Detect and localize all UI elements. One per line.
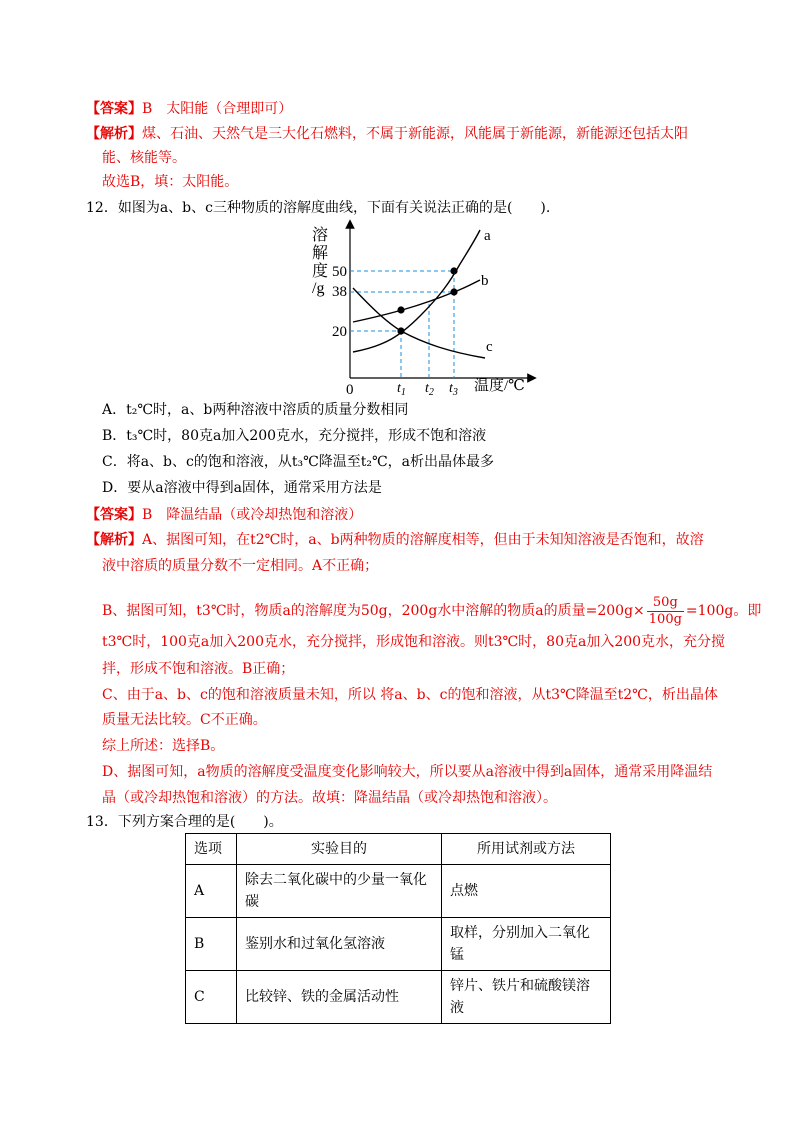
q11-analysis-line1 bbox=[86, 124, 688, 144]
q13-question: 13．下列方案合理的是( )。 bbox=[86, 814, 283, 830]
q12-analysis-b1 bbox=[102, 593, 761, 629]
answer-label: 【答案】 bbox=[86, 507, 142, 523]
answer-text: B 太阳能（合理即可） bbox=[142, 101, 293, 117]
q12-option-d: D．要从a溶液中得到a固体，通常采用方法是 bbox=[102, 480, 382, 496]
cell-method: 锌片、铁片和硫酸镁溶液 bbox=[442, 971, 611, 1024]
q12-analysis-b3: 拌，形成不饱和溶液。B正确； bbox=[102, 661, 295, 677]
point-b-t1 bbox=[397, 306, 404, 313]
analysis-text: A、据图可知，在t2℃时，a、b两种物质的溶解度相等，但由于未知知溶液是否饱和，故溶 bbox=[142, 532, 704, 548]
cell-purpose: 除去二氧化碳中的少量一氧化 碳 bbox=[237, 865, 442, 918]
point-a-t3 bbox=[450, 267, 457, 274]
xtick-t2: $t_2$ bbox=[425, 381, 434, 398]
header-method: 所用试剂或方法 bbox=[442, 834, 611, 865]
q12-analysis-a1 bbox=[86, 530, 704, 550]
ylabel-3: 度 bbox=[312, 263, 329, 280]
curve-a bbox=[353, 230, 480, 352]
xtick-t3: $t_3$ bbox=[449, 381, 458, 398]
cell-method: 取样，分别加入二氧化锰 bbox=[442, 918, 611, 971]
curve-label-b: b bbox=[481, 273, 489, 289]
curve-label-a: a bbox=[484, 228, 491, 244]
cell-purpose: 鉴别水和过氧化氢溶液 bbox=[237, 918, 442, 971]
fraction-numerator: 50g bbox=[647, 595, 684, 612]
q11-answer bbox=[86, 99, 292, 119]
fraction-denominator: 100g bbox=[648, 611, 682, 627]
table-row bbox=[186, 865, 611, 918]
q12-analysis-b2: t3℃时，100克a加入200克水，充分搅拌，形成饱和溶液。则t3℃时，80克a加入200克水，充分搅 bbox=[102, 634, 726, 650]
ytick-38: 38 bbox=[332, 284, 347, 300]
q12-answer bbox=[86, 505, 362, 525]
xlabel: 温度/℃ bbox=[474, 378, 525, 394]
answer-text: B 降温结晶（或冷却热饱和溶液） bbox=[142, 507, 363, 523]
q12-option-a: A．t₂℃时，a、b两种溶液中溶质的质量分数相同 bbox=[102, 402, 409, 418]
q12-analysis-a2: 液中溶质的质量分数不一定相同。A不正确； bbox=[102, 558, 379, 574]
header-purpose: 实验目的 bbox=[237, 834, 442, 865]
ylabel-2: 解 bbox=[312, 245, 329, 262]
origin-label: 0 bbox=[346, 382, 354, 398]
analysis-b1-post: =100g。即 bbox=[685, 603, 762, 619]
curve-label-c: c bbox=[486, 339, 493, 355]
cell-option: A bbox=[186, 865, 237, 918]
table-header-row bbox=[186, 834, 611, 865]
point-ac-t1 bbox=[397, 327, 404, 334]
ytick-50: 50 bbox=[332, 264, 347, 280]
q12-option-c: C．将a、b、c的饱和溶液，从t₃℃降温至t₂℃，a析出晶体最多 bbox=[102, 454, 495, 470]
q12-analysis-d2: 晶（或冷却热饱和溶液）的方法。故填：降温结晶（或冷却热饱和溶液）。 bbox=[102, 790, 557, 806]
q12-analysis-c2: 质量无法比较。C不正确。 bbox=[102, 712, 267, 728]
q12-summary: 综上所述：选择B。 bbox=[102, 738, 225, 754]
cell-option: B bbox=[186, 918, 237, 971]
fraction bbox=[647, 595, 684, 628]
xtick-t1: $t_1$ bbox=[397, 381, 406, 398]
analysis-label: 【解析】 bbox=[86, 532, 142, 548]
ylabel-1: 溶 bbox=[312, 227, 329, 244]
table-row bbox=[186, 971, 611, 1024]
header-option: 选项 bbox=[186, 834, 237, 865]
cell-option: C bbox=[186, 971, 237, 1024]
q11-conclusion: 故选B，填：太阳能。 bbox=[102, 174, 239, 190]
analysis-label: 【解析】 bbox=[86, 126, 142, 142]
q12-question: 12．如图为a、b、c三种物质的溶解度曲线，下面有关说法正确的是( ). bbox=[86, 200, 551, 216]
q11-analysis-line2: 能、核能等。 bbox=[102, 150, 186, 166]
table-row bbox=[186, 918, 611, 971]
q12-analysis-d1: D、据图可知，a物质的溶解度受温度变化影响较大，所以要从a溶液中得到a固体，通常采用降温结 bbox=[102, 764, 713, 780]
cell-purpose: 比较锌、铁的金属活动性 bbox=[237, 971, 442, 1024]
ylabel-4: /g bbox=[312, 280, 325, 297]
point-b-t3 bbox=[450, 288, 457, 295]
solubility-chart bbox=[300, 218, 540, 398]
analysis-text: 煤、石油、天然气是三大化石燃料，不属于新能源，风能属于新能源，新能源还包括太阳 bbox=[142, 126, 688, 142]
q12-option-b: B．t₃℃时，80克a加入200克水，充分搅拌，形成不饱和溶液 bbox=[102, 428, 487, 444]
answer-label: 【答案】 bbox=[86, 101, 142, 117]
analysis-b1-pre: B、据图可知，t3℃时，物质a的溶解度为50g，200g水中溶解的物质a的质量=200g× bbox=[102, 603, 645, 619]
cell-method: 点燃 bbox=[442, 865, 611, 918]
curve-b bbox=[353, 280, 480, 322]
q12-analysis-c1: C、由于a、b、c的饱和溶液质量未知，所以 将a、b、c的饱和溶液，从t3℃降温至t2℃，析出晶体 bbox=[102, 687, 718, 703]
q13-options-table bbox=[185, 833, 611, 1024]
ytick-20: 20 bbox=[332, 324, 347, 340]
